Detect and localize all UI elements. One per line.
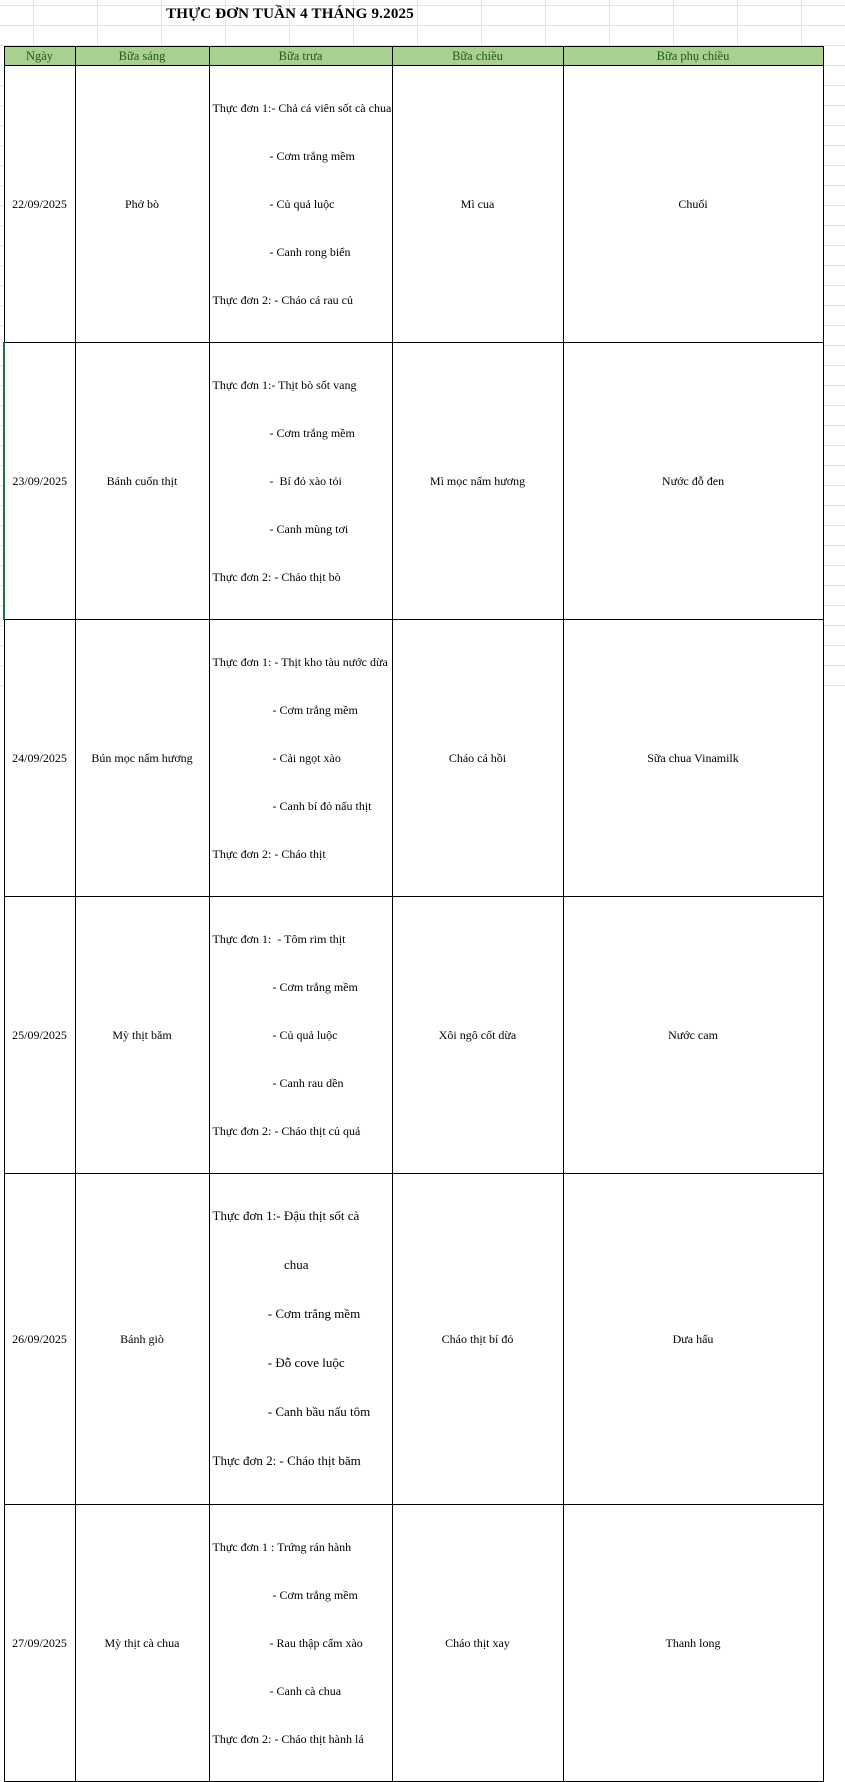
date-cell[interactable]: 22/09/2025 xyxy=(4,66,75,343)
lunch-line: Thực đơn 2: - Cháo thịt xyxy=(212,847,326,861)
afternoon-cell[interactable]: Mì mọc nấm hương xyxy=(392,343,563,620)
lunch-line: - Cơm trắng mềm xyxy=(212,1588,358,1602)
date-cell[interactable]: 24/09/2025 xyxy=(4,620,75,897)
lunch-line: Thực đơn 1 : Trứng rán hành xyxy=(212,1540,352,1554)
snack-cell[interactable]: Chuối xyxy=(563,66,823,343)
table-row xyxy=(4,66,823,343)
breakfast-cell[interactable]: Mỳ thịt băm xyxy=(75,897,209,1174)
header-date[interactable]: Ngày xyxy=(4,47,75,66)
menu-title: THỰC ĐƠN TUẦN 4 THÁNG 9.2025 xyxy=(166,6,414,22)
lunch-line: Thực đơn 2: - Cháo thịt hành lá xyxy=(212,1732,364,1746)
date-cell[interactable]: 25/09/2025 xyxy=(4,897,75,1174)
breakfast-cell[interactable]: Bánh cuốn thịt xyxy=(75,343,209,620)
lunch-line: Thực đơn 2: - Cháo thịt bò xyxy=(212,570,341,584)
lunch-line: - Cơm trắng mềm xyxy=(212,980,358,994)
lunch-line: - Đỗ cove luộc xyxy=(212,1355,345,1370)
lunch-cell[interactable] xyxy=(209,66,392,343)
lunch-line: Thực đơn 1:- Thịt bò sốt vang xyxy=(212,378,357,392)
afternoon-cell[interactable]: Xôi ngô cốt dừa xyxy=(392,897,563,1174)
lunch-line: - Cơm trắng mềm xyxy=(212,1306,361,1321)
lunch-line: Thực đơn 2: - Cháo cá rau củ xyxy=(212,293,353,307)
lunch-line: - Bí đỏ xào tỏi xyxy=(212,474,342,488)
lunch-line: - Canh cà chua xyxy=(212,1684,342,1698)
table-row xyxy=(4,343,823,620)
lunch-line: - Canh mùng tơi xyxy=(212,522,349,536)
lunch-line: - Canh rong biển xyxy=(212,245,351,259)
snack-cell[interactable]: Sữa chua Vinamilk xyxy=(563,620,823,897)
lunch-cell[interactable] xyxy=(209,897,392,1174)
lunch-line: - Củ quả luộc xyxy=(212,1028,338,1042)
lunch-line: Thực đơn 1:- Chả cá viên sốt cà chua xyxy=(212,101,392,115)
table-row xyxy=(4,897,823,1174)
lunch-line: - Rau thập cẩm xào xyxy=(212,1636,363,1650)
table-row xyxy=(4,1505,823,1782)
header-lunch[interactable]: Bữa trưa xyxy=(209,47,392,66)
breakfast-cell[interactable]: Bún mọc nấm hương xyxy=(75,620,209,897)
date-cell[interactable]: 26/09/2025 xyxy=(4,1174,75,1505)
breakfast-cell[interactable]: Mỳ thịt cà chua xyxy=(75,1505,209,1782)
lunch-cell[interactable] xyxy=(209,343,392,620)
snack-cell[interactable]: Dưa hấu xyxy=(563,1174,823,1505)
lunch-line: - Cơm trắng mềm xyxy=(212,149,355,163)
lunch-line: - Cơm trắng mềm xyxy=(212,426,355,440)
menu-table xyxy=(3,46,824,1782)
lunch-cell[interactable] xyxy=(209,620,392,897)
afternoon-cell[interactable]: Cháo thịt bí đỏ xyxy=(392,1174,563,1505)
lunch-line: Thực đơn 2: - Cháo thịt củ quả xyxy=(212,1124,361,1138)
snack-cell[interactable]: Nước cam xyxy=(563,897,823,1174)
afternoon-cell[interactable]: Cháo cá hồi xyxy=(392,620,563,897)
lunch-line: - Canh bí đỏ nấu thịt xyxy=(212,799,372,813)
header-row xyxy=(4,47,823,66)
lunch-line: - Cơm trắng mềm xyxy=(212,703,358,717)
afternoon-cell[interactable]: Cháo thịt xay xyxy=(392,1505,563,1782)
header-afternoon[interactable]: Bữa chiều xyxy=(392,47,563,66)
lunch-line: Thực đơn 2: - Cháo thịt băm xyxy=(212,1453,361,1468)
date-cell[interactable]: 27/09/2025 xyxy=(4,1505,75,1782)
lunch-line: Thực đơn 1:- Đậu thịt sốt cà xyxy=(212,1208,360,1223)
snack-cell[interactable]: Thanh long xyxy=(563,1505,823,1782)
breakfast-cell[interactable]: Bánh giò xyxy=(75,1174,209,1505)
lunch-line: - Canh bầu nấu tôm xyxy=(212,1404,371,1419)
lunch-line: - Cải ngọt xào xyxy=(212,751,341,765)
lunch-line: - Canh rau dền xyxy=(212,1076,344,1090)
lunch-line: Thực đơn 1: - Thịt kho tàu nước dừa xyxy=(212,655,388,669)
lunch-cell[interactable] xyxy=(209,1174,392,1505)
snack-cell[interactable]: Nước đỗ đen xyxy=(563,343,823,620)
table-row xyxy=(4,620,823,897)
header-snack[interactable]: Bữa phụ chiều xyxy=(563,47,823,66)
lunch-cell[interactable] xyxy=(209,1505,392,1782)
breakfast-cell[interactable]: Phở bò xyxy=(75,66,209,343)
lunch-line: Thực đơn 1: - Tôm rim thịt xyxy=(212,932,346,946)
lunch-line: - Củ quả luộc xyxy=(212,197,335,211)
header-breakfast[interactable]: Bữa sáng xyxy=(75,47,209,66)
lunch-line: chua xyxy=(212,1257,309,1272)
afternoon-cell[interactable]: Mì cua xyxy=(392,66,563,343)
table-row xyxy=(4,1174,823,1505)
date-cell[interactable]: 23/09/2025 xyxy=(4,343,75,620)
